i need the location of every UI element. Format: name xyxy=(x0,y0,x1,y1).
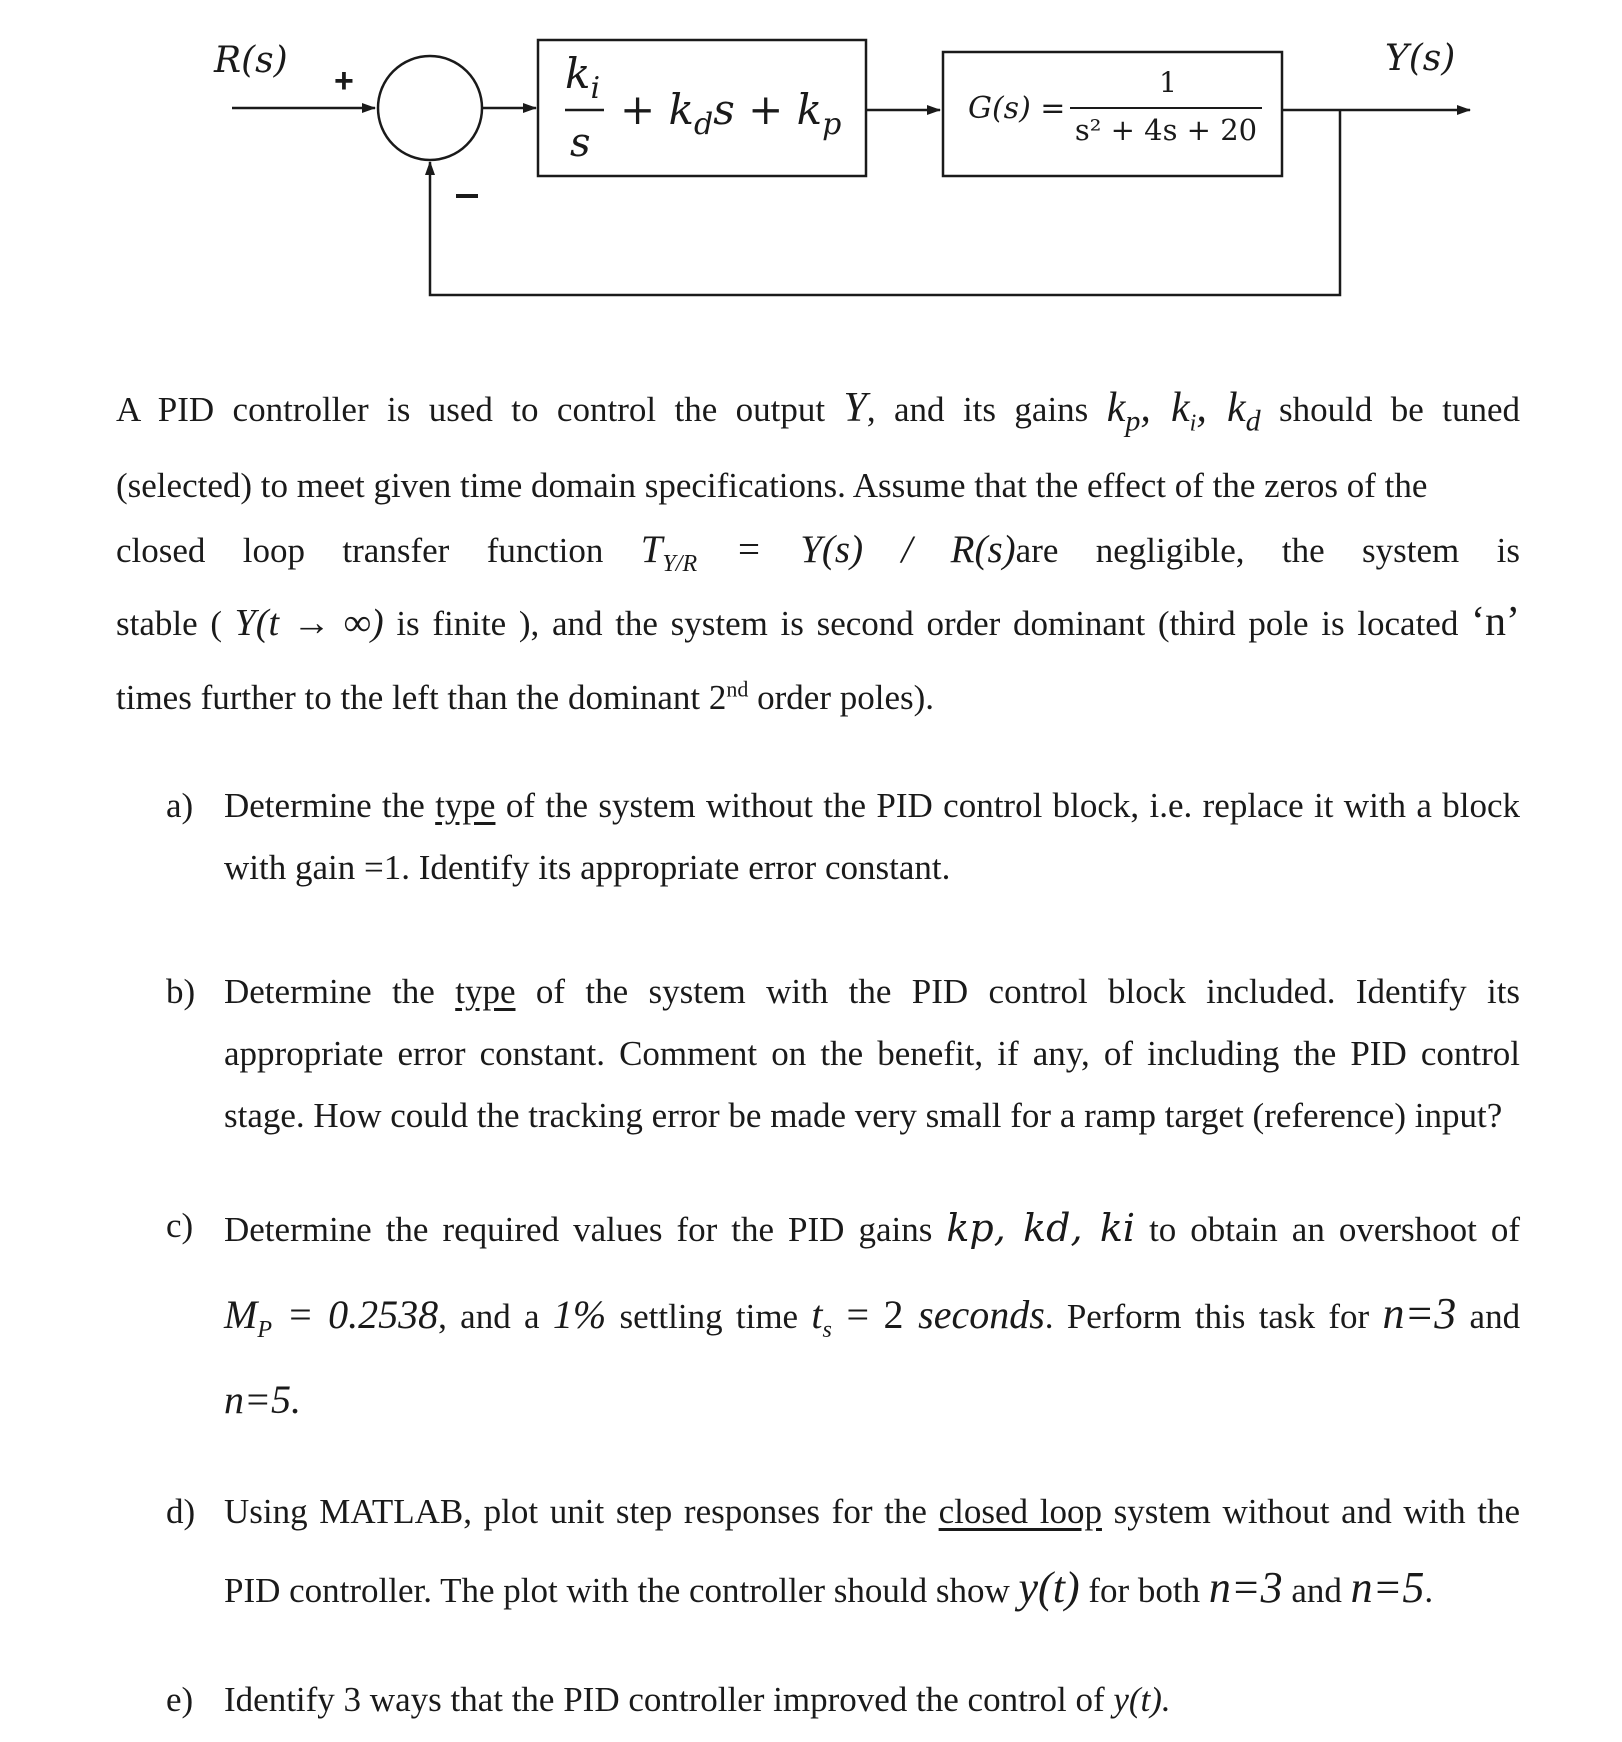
underlined-type: type xyxy=(455,972,516,1011)
intro-math-gains: $k_p$, $k_i$, $k_d$ xyxy=(1106,385,1261,438)
intro-math-tyr: $T_{Y/R} = Y(s) / R(s)$ xyxy=(640,528,1016,577)
question-e-label: e) xyxy=(166,1680,194,1719)
intro-text: , and its gains xyxy=(866,390,1089,429)
question-d-line-1: Using MATLAB, plot unit step responses for the closed loop system without and with the xyxy=(224,1492,1521,1531)
question-b-line-2: appropriate error constant. Comment on the benefit, if any, of including the PID control xyxy=(224,1034,1520,1073)
question-c-label: c) xyxy=(166,1206,194,1245)
y-of-t-math: y(t) xyxy=(1018,1563,1080,1612)
intro-math-y: Y xyxy=(843,385,867,431)
plus-sign: + xyxy=(334,62,354,100)
question-d-label: d) xyxy=(166,1492,196,1531)
overshoot-math: $M_P = 0.2538$ xyxy=(224,1292,439,1343)
pid-gains-math: kp, kd, ki xyxy=(946,1206,1136,1250)
plant-denominator: s² + 4s + 20 xyxy=(1074,113,1258,147)
question-a-line-2: with gain =1. Identify its appropriate error constant. xyxy=(224,848,951,887)
question-d-line-2: PID controller. The plot with the controller should show y(t) for both n=3 and n=5. xyxy=(224,1563,1434,1612)
input-label: R(s) xyxy=(214,40,288,81)
block-diagram xyxy=(0,0,1622,330)
output-label: Y(s) xyxy=(1385,38,1456,79)
question-b-label: b) xyxy=(166,972,196,1011)
plant-lhs: G(s) = xyxy=(968,91,1066,126)
question-b-line-3: stage. How could the tracking error be made very small for a ramp target (reference) input? xyxy=(224,1096,1503,1135)
intro-math-limit: Y(t → ∞) xyxy=(234,602,384,644)
intro-line-3: closed loop transfer function $T_{Y/R} = Y(s) / R(s)are$ negligible, the system is xyxy=(116,528,1520,577)
intro-text: A PID controller is used to control the output xyxy=(116,390,826,429)
y-of-t-math: y(t). xyxy=(1113,1680,1171,1719)
question-e-line-1: Identify 3 ways that the PID controller improved the control of y(t). xyxy=(224,1680,1171,1719)
intro-line-5: times further to the left than the dominant 2nd order poles). xyxy=(116,676,935,717)
underlined-closed-loop: closed loop xyxy=(938,1492,1102,1531)
question-c-line-3: n=5. xyxy=(224,1377,301,1422)
intro-line-1 xyxy=(116,384,1520,438)
pid-ki: $k_i$ xyxy=(565,49,601,106)
summing-junction xyxy=(378,56,482,160)
question-b-line-1: Determine the type of the system with the PID control block included. Identify its xyxy=(224,972,1521,1011)
question-a-line-1: Determine the type of the system without the PID control block, i.e. replace it with a block xyxy=(224,786,1521,825)
pid-s: s xyxy=(570,120,591,166)
plant-numerator: 1 xyxy=(1159,66,1177,99)
question-c-line-2: $M_P = 0.2538$, and a 1% settling time $t_s = 2$ seconds. Perform this task for n=3 and xyxy=(224,1289,1521,1343)
pid-rest: + $k_ds + k_p$ xyxy=(620,85,842,142)
settling-math: $t_s = 2$ seconds xyxy=(811,1292,1045,1343)
question-a-label: a) xyxy=(166,786,194,825)
intro-line-4: stable ( Y(t → ∞) is finite ), and the system is second order dominant (third pole is located ‘n’ xyxy=(116,599,1521,645)
question-c-line-1: Determine the required values for the PID gains kp, kd, ki to obtain an overshoot of xyxy=(224,1206,1521,1250)
intro-line-2: (selected) to meet given time domain specifications. Assume that the effect of the zeros of the xyxy=(116,466,1428,505)
intro-text: should be tuned xyxy=(1279,390,1520,429)
underlined-type: type xyxy=(435,786,496,825)
